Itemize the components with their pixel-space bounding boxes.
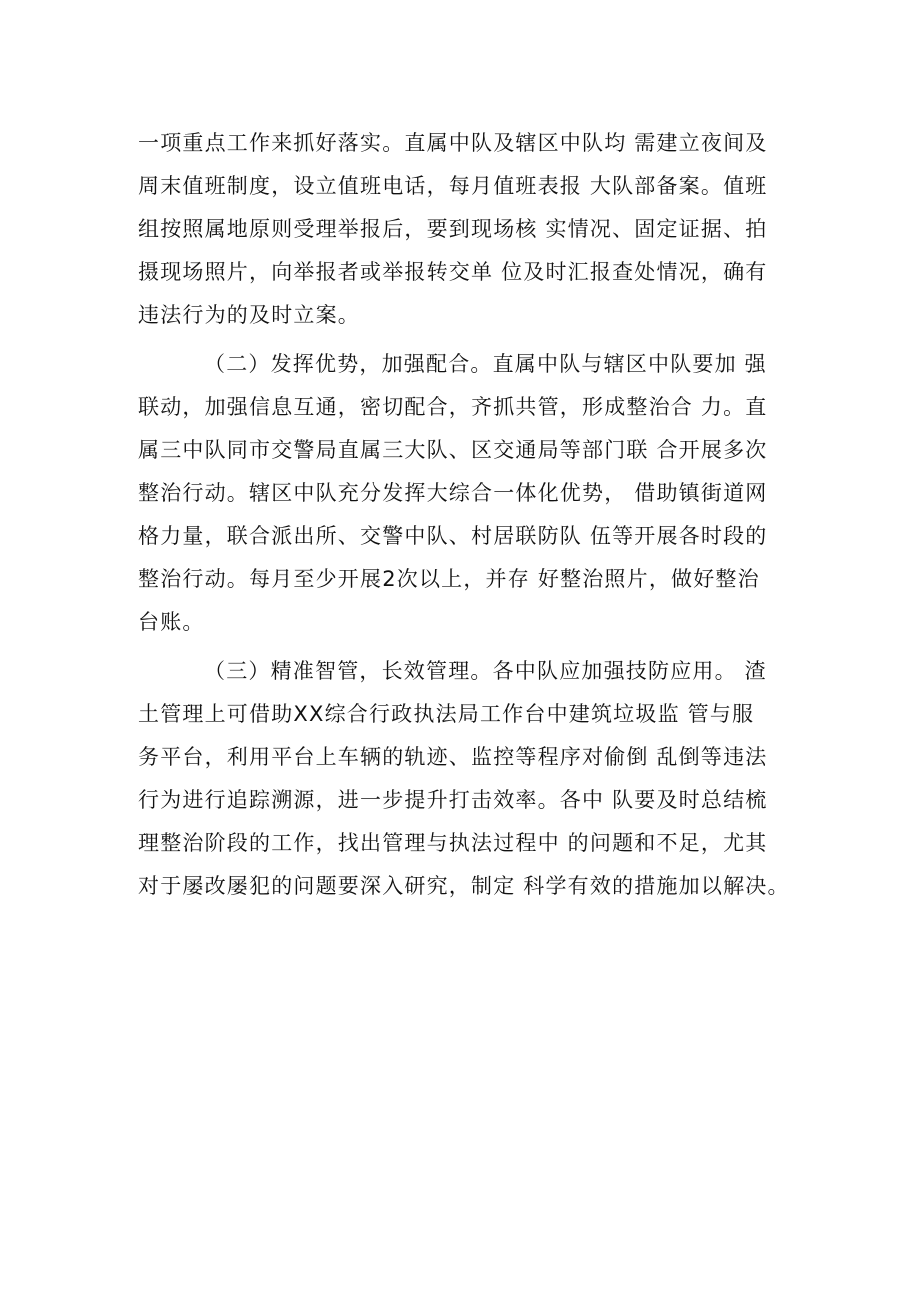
text-line: 格力量，联合派出所、交警中队、村居联防队 伍等开展各时段的 [138,524,768,548]
text-line: 组按照属地原则受理举报后，要到现场核 实情况、固定证据、拍 [138,217,768,241]
text-line: 务平台，利用平台上车辆的轨迹、监控等程序对偷倒 乱倒等违法 [138,745,768,769]
text-line: 整治行动。辖区中队充分发挥大综合一体化优势， 借助镇街道网 [138,481,768,505]
text-line: 土管理上可借助XX综合行政执法局工作台中建筑垃圾监 管与服 [138,702,755,726]
text-line: 摄现场照片，向举报者或举报转交单 位及时汇报查处情况，确有 [138,260,768,284]
paragraph-2 [138,343,798,644]
text-line: 一项重点工作来抓好落实。直属中队及辖区中队均 需建立夜间及 [138,131,768,155]
text-line: 违法行为的及时立案。 [138,303,360,327]
text-line: 对于屡改屡犯的问题要深入研究，制定 科学有效的措施加以解决。 [138,874,790,898]
text-line: 联动，加强信息互通，密切配合，齐抓共管，形成整治合 力。直 [138,395,768,419]
text-line: 行为进行追踪溯源，进一步提升打击效率。各中 队要及时总结梳 [138,788,768,812]
text-line: 理整治阶段的工作，找出管理与执法过程中 的问题和不足，尤其 [138,831,768,855]
text-line: 周末值班制度，设立值班电话，每月值班表报 大队部备案。值班 [138,174,768,198]
paragraph-3 [138,650,798,908]
paragraph-1 [138,122,798,337]
text-line: 台账。 [138,610,205,634]
text-line: （三）精准智管，长效管理。各中队应加强技防应用。 渣 [204,659,767,683]
text-line: （二）发挥优势，加强配合。直属中队与辖区中队要加 强 [204,352,767,376]
text-line: 整治行动。每月至少开展2次以上，并存 好整治照片，做好整治 [138,567,760,591]
document-body [138,122,798,908]
text-line: 属三中队同市交警局直属三大队、区交通局等部门联 合开展多次 [138,438,768,462]
